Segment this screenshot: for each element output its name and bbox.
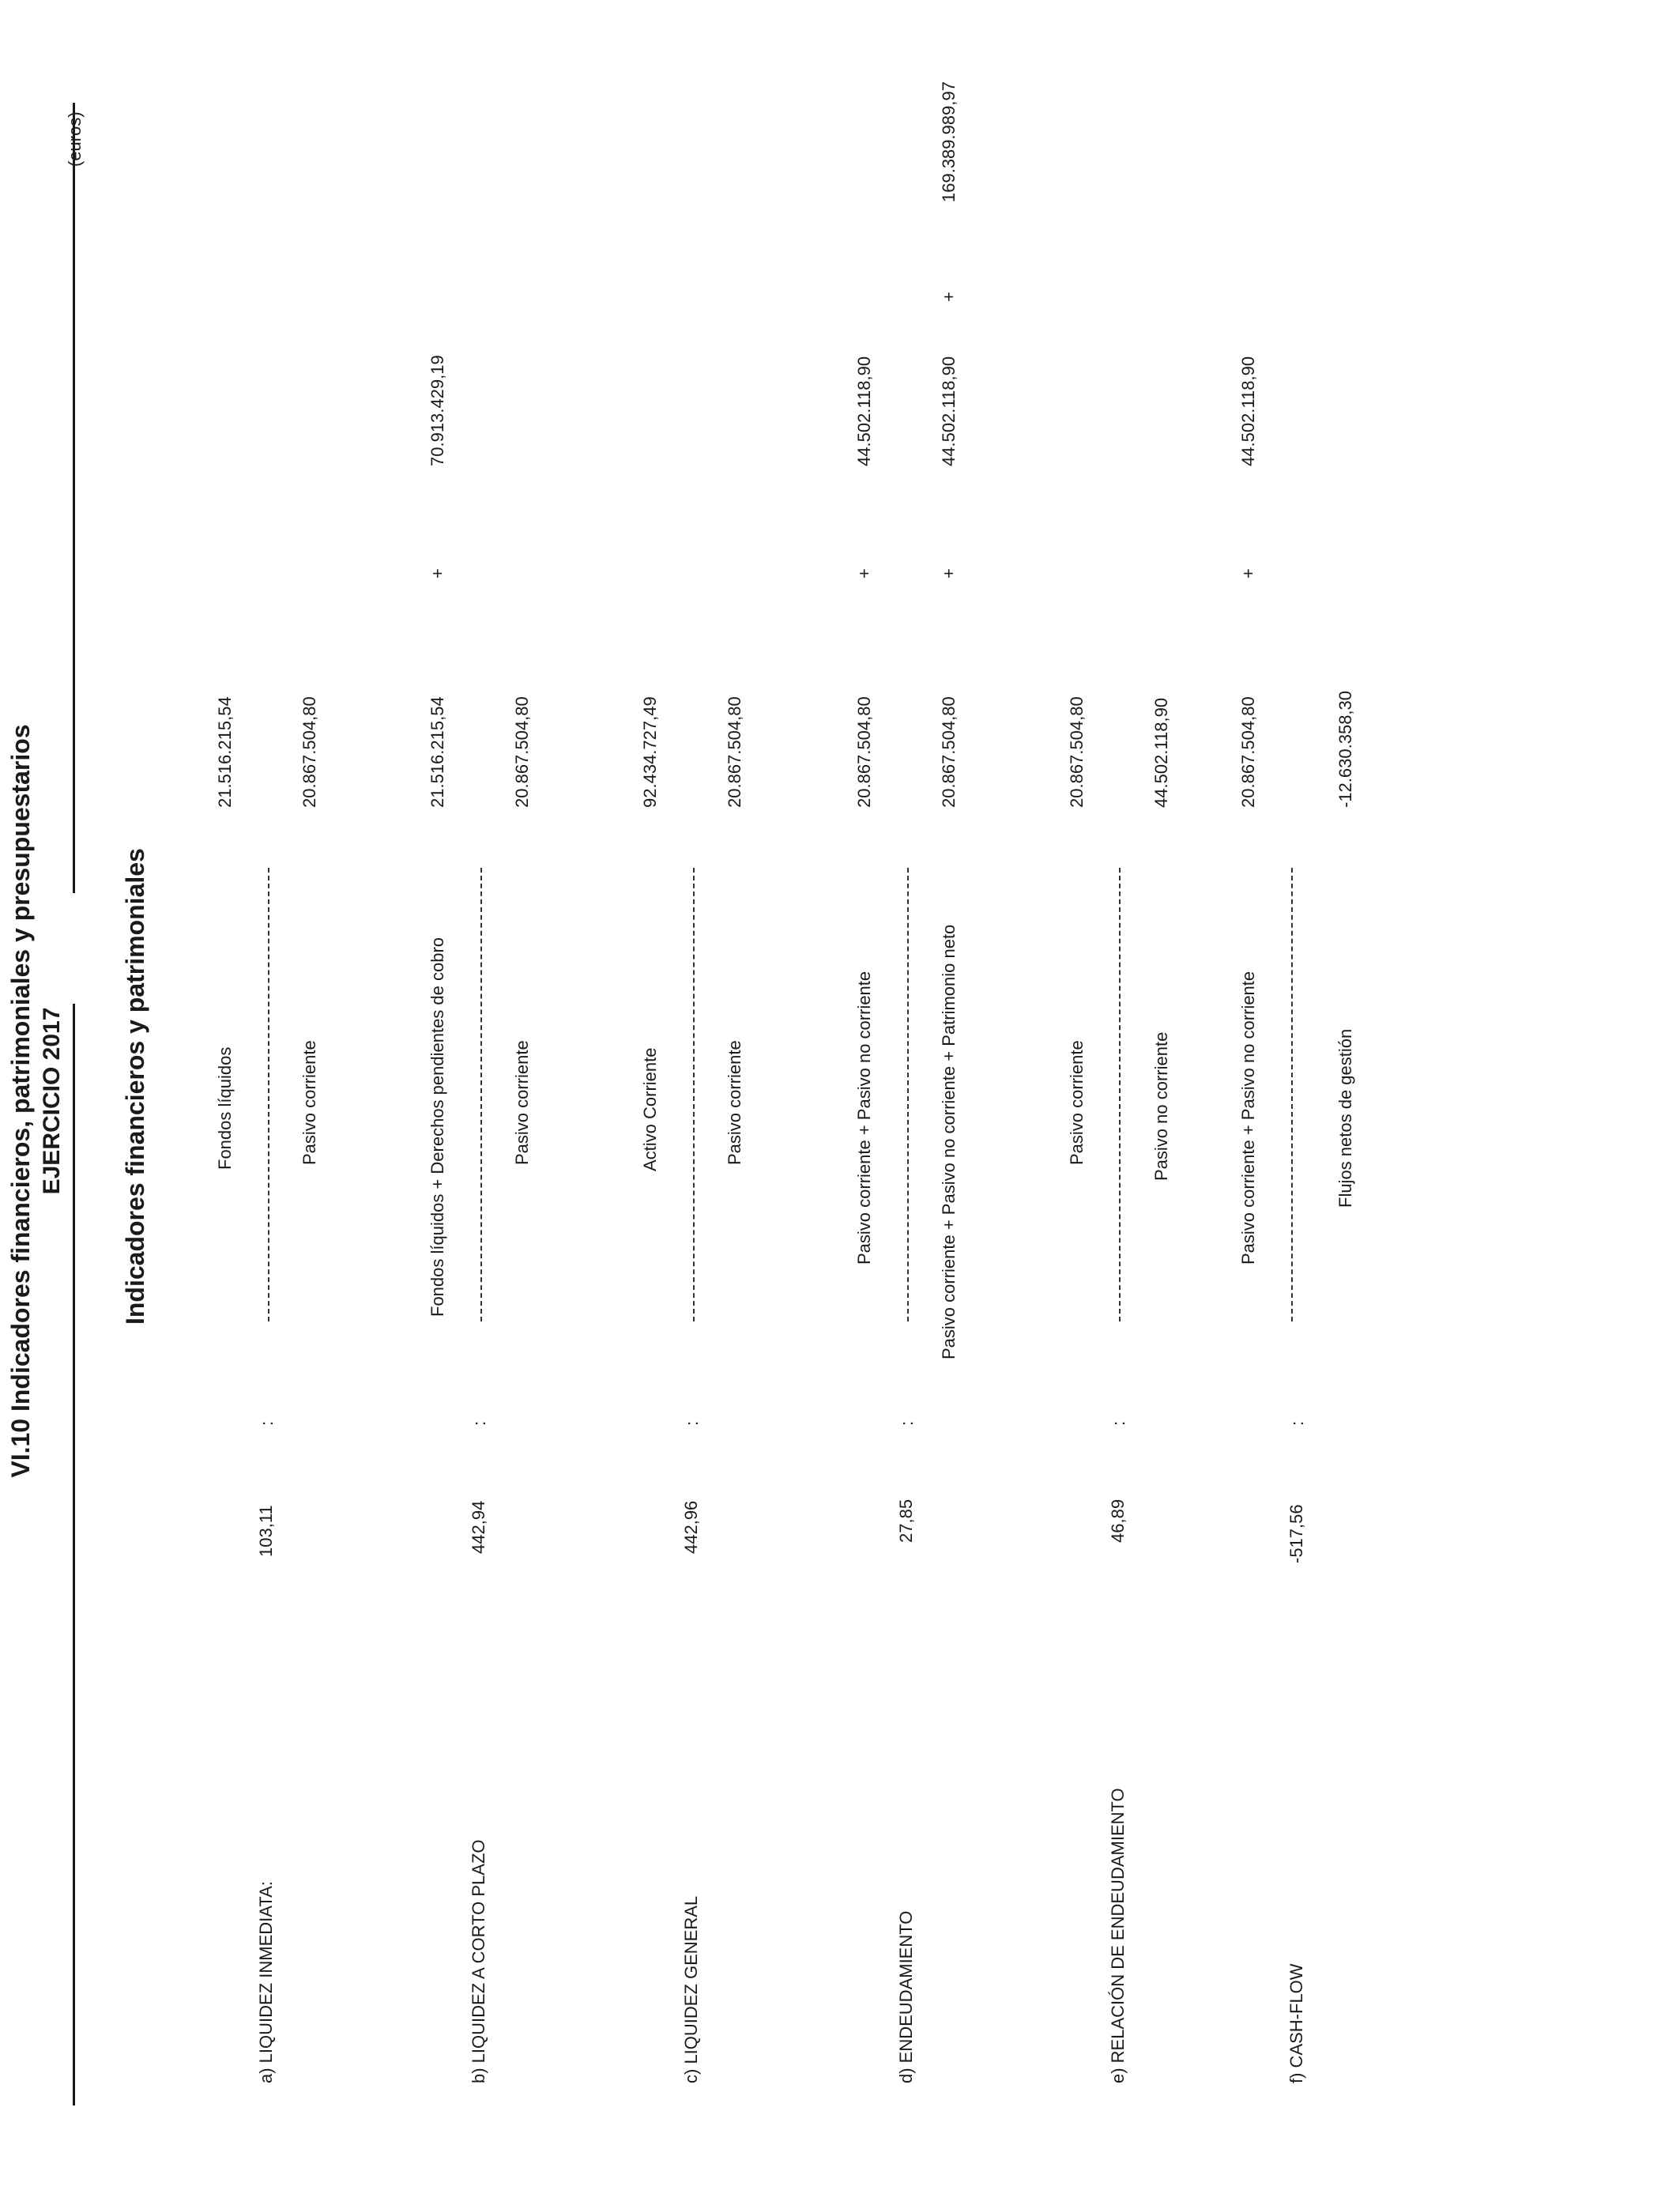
indicator-separator: : xyxy=(257,1420,277,1426)
indicator-name: f) CASH-FLOW xyxy=(1286,1963,1306,2083)
plus-sign: + xyxy=(939,292,959,302)
denominator-value: 20.867.504,80 xyxy=(299,696,319,808)
plus-sign: + xyxy=(428,568,447,579)
numerator-label: Activo Corriente xyxy=(640,1047,660,1171)
numerator-label: Pasivo corriente xyxy=(1067,1040,1087,1165)
indicator-value: 103,11 xyxy=(256,1505,276,1557)
numerator-value-2: 44.502.118,90 xyxy=(1238,356,1258,466)
denominator-value-3: 169.389.989,97 xyxy=(939,81,959,202)
denominator-label: Pasivo corriente xyxy=(725,1040,744,1165)
denominator-label: Pasivo no corriente xyxy=(1151,1031,1171,1181)
denominator-label: Pasivo corriente + Pasivo no corriente + Patrimonio neto xyxy=(939,924,959,1359)
indicator-name: d) ENDEUDAMIENTO xyxy=(896,1910,916,2083)
fraction-line xyxy=(1291,868,1293,1321)
numerator-label: Pasivo corriente + Pasivo no corriente xyxy=(854,971,874,1265)
fraction-line xyxy=(1119,868,1121,1321)
numerator-value-2: 70.913.429,19 xyxy=(428,355,447,466)
plus-sign: + xyxy=(939,568,959,579)
denominator-value: -12.630.358,30 xyxy=(1335,690,1355,808)
numerator-value: 20.867.504,80 xyxy=(1238,696,1258,808)
indicator-separator: : xyxy=(469,1420,489,1426)
fraction-line xyxy=(907,868,909,1321)
indicator-value: 46,89 xyxy=(1108,1498,1128,1543)
fraction-line xyxy=(693,868,695,1321)
fraction-line xyxy=(480,868,482,1321)
numerator-value: 20.867.504,80 xyxy=(1067,696,1087,808)
numerator-value: 20.867.504,80 xyxy=(854,696,874,808)
numerator-value-2: 44.502.118,90 xyxy=(854,356,874,466)
numerator-value: 92.434.727,49 xyxy=(640,696,660,808)
numerator-label: Pasivo corriente + Pasivo no corriente xyxy=(1238,971,1258,1265)
document-subtitle: EJERCICIO 2017 xyxy=(39,1007,65,1195)
plus-sign: + xyxy=(854,568,874,579)
denominator-value: 20.867.504,80 xyxy=(725,696,744,808)
indicator-name: e) RELACIÓN DE ENDEUDAMIENTO xyxy=(1108,1788,1128,2083)
denominator-value: 44.502.118,90 xyxy=(1151,697,1171,808)
numerator-value: 21.516.215,54 xyxy=(428,696,447,808)
denominator-label: Flujos netos de gestión xyxy=(1335,1028,1355,1208)
indicator-name: a) LIQUIDEZ INMEDIATA: xyxy=(256,1881,276,2083)
section-title: Indicadores financieros y patrimoniales xyxy=(121,848,149,1325)
denominator-label: Pasivo corriente xyxy=(299,1040,319,1165)
numerator-label: Fondos líquidos xyxy=(215,1046,235,1170)
indicator-value: 27,85 xyxy=(896,1498,916,1543)
indicator-separator: : xyxy=(682,1420,702,1426)
indicator-value: 442,94 xyxy=(469,1500,488,1554)
indicator-name: c) LIQUIDEZ GENERAL xyxy=(681,1895,701,2083)
right-rule xyxy=(73,103,75,893)
numerator-value: 21.516.215,54 xyxy=(215,696,235,808)
indicator-value: 442,96 xyxy=(681,1500,701,1554)
left-rule xyxy=(73,1004,75,2105)
numerator-label: Fondos líquidos + Derechos pendientes de cobro xyxy=(428,937,447,1317)
indicator-value: -517,56 xyxy=(1286,1504,1306,1563)
plus-sign: + xyxy=(1238,568,1258,579)
indicator-separator: : xyxy=(1109,1420,1128,1426)
denominator-value-2: 44.502.118,90 xyxy=(939,356,959,466)
indicator-name: b) LIQUIDEZ A CORTO PLAZO xyxy=(469,1839,488,2083)
denominator-label: Pasivo corriente xyxy=(512,1040,532,1165)
indicator-separator: : xyxy=(897,1420,917,1426)
denominator-value: 20.867.504,80 xyxy=(512,696,532,808)
document-title: VI.10 Indicadores financieros, patrimoniales y presupuestarios xyxy=(6,724,35,1478)
units-label: (euros) xyxy=(65,111,85,167)
fraction-line xyxy=(268,868,269,1321)
indicator-separator: : xyxy=(1287,1420,1307,1426)
denominator-value: 20.867.504,80 xyxy=(939,696,959,808)
